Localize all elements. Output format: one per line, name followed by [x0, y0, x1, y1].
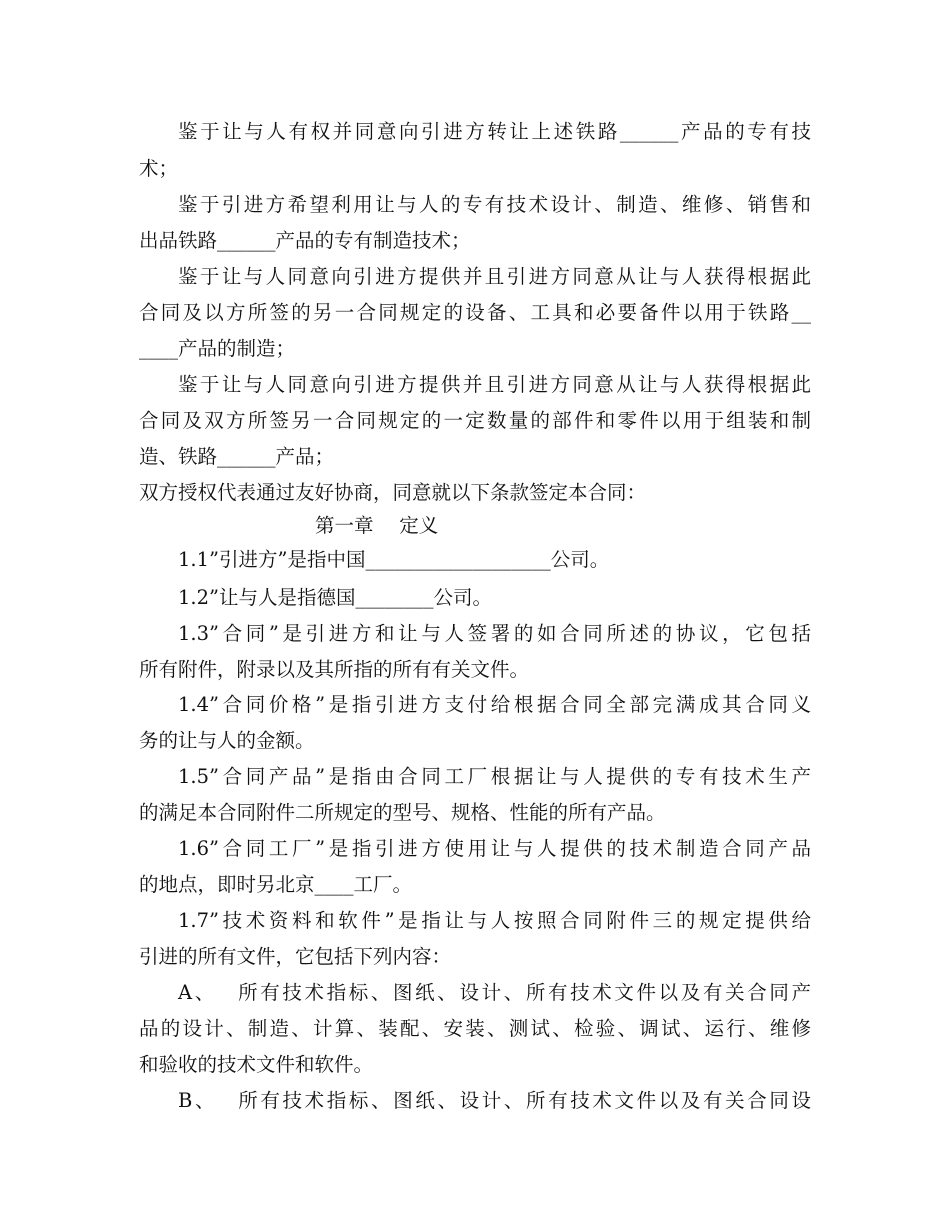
paragraph-line: 鉴于让与人有权并同意向引进方转让上述铁路______产品的专有技	[178, 120, 811, 143]
paragraph-line: 双方授权代表通过友好协商，同意就以下条款签定本合同：	[139, 481, 647, 504]
definition-line: 务的让与人的金额。	[139, 729, 315, 752]
definition-line: 1.6”合同工厂”是指引进方使用让与人提供的技术制造合同产品	[178, 837, 811, 860]
list-item-line: A、 所有技术指标、图纸、设计、所有技术文件以及有关合同产	[178, 981, 811, 1004]
paragraph-line: 鉴于引进方希望利用让与人的专有技术设计、制造、维修、销售和	[178, 193, 811, 216]
paragraph-line: 出品铁路______产品的专有制造技术；	[139, 229, 471, 252]
list-item-line: 和验收的技术文件和软件。	[139, 1053, 374, 1076]
paragraph-line: 术；	[139, 157, 179, 180]
definition-line: 1.7”技术资料和软件”是指让与人按照合同附件三的规定提供给	[178, 909, 811, 932]
definition-line: 1.5”合同产品”是指由合同工厂根据让与人提供的专有技术生产	[178, 765, 811, 788]
paragraph-line: 鉴于让与人同意向引进方提供并且引进方同意从让与人获得根据此	[178, 265, 811, 288]
definition-line: 1.1”引进方”是指中国___________________公司。	[178, 548, 610, 571]
definition-line: 的满足本合同附件二所规定的型号、规格、性能的所有产品。	[139, 801, 666, 824]
definition-line: 所有附件，附录以及其所指的所有有关文件。	[139, 658, 530, 681]
paragraph-line: 合同及双方所签另一合同规定的一定数量的部件和零件以用于组装和制	[139, 409, 811, 432]
definition-line: 1.4”合同价格”是指引进方支付给根据合同全部完满成其合同义	[178, 693, 811, 716]
chapter-heading: 第一章 定义	[315, 514, 439, 537]
list-item-line: 品的设计、制造、计算、装配、安装、测试、检验、调试、运行、维修	[139, 1017, 811, 1040]
paragraph-line: 鉴于让与人同意向引进方提供并且引进方同意从让与人获得根据此	[178, 373, 811, 396]
definition-line: 引进的所有文件，它包括下列内容：	[139, 945, 452, 968]
definition-line: 1.2”让与人是指德国________公司。	[178, 586, 492, 609]
definition-line: 的地点，即时另北京____工厂。	[139, 873, 413, 896]
list-item-line: B、 所有技术指标、图纸、设计、所有技术文件以及有关合同设	[178, 1089, 811, 1112]
definition-line: 1.3”合同”是引进方和让与人签署的如合同所述的协议，它包括	[178, 622, 811, 645]
paragraph-line: 造、铁路______产品；	[139, 445, 335, 468]
paragraph-line: ____产品的制造；	[139, 337, 296, 360]
paragraph-line: 合同及以方所签的另一合同规定的设备、工具和必要备件以用于铁路__	[139, 301, 811, 324]
